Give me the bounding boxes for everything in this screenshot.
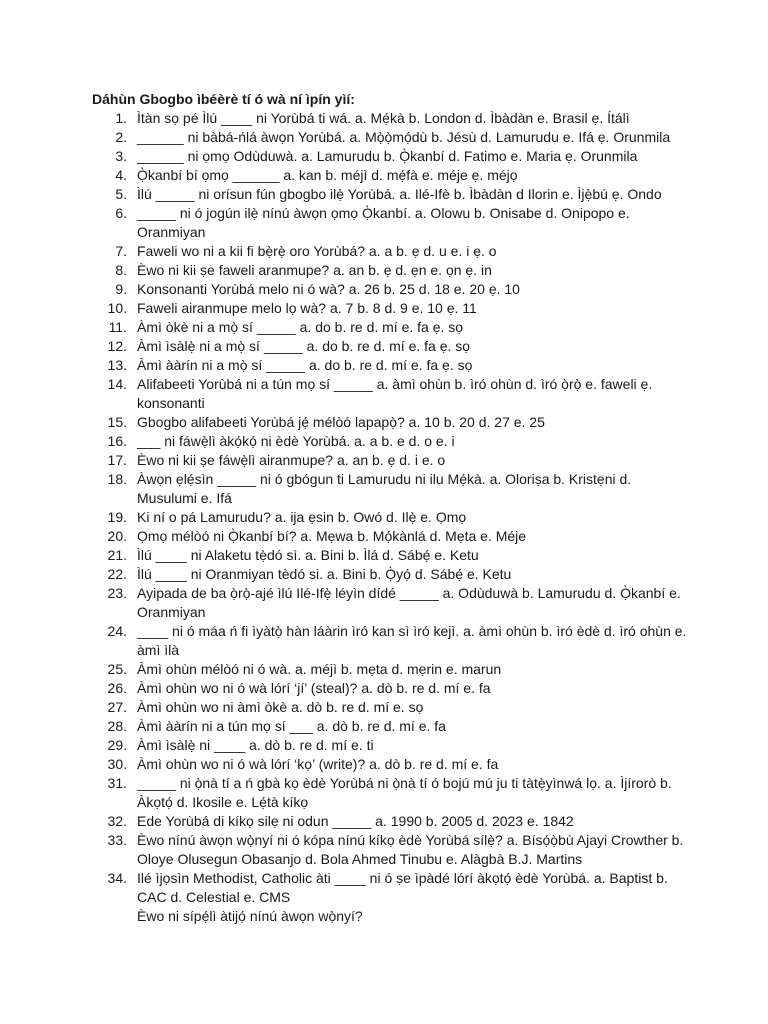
question-item bbox=[92, 546, 692, 565]
question-text: Ìlú ____ ni Alaketu tẹ̀dó sì. a. Bini b. Ìlá d. Sábẹ́ e. Ketu bbox=[137, 547, 479, 563]
question-item bbox=[92, 698, 692, 717]
question-item bbox=[92, 774, 692, 812]
question-text: ____ ni ó máa ń fi ìyàtọ̀ hàn láàrin ìró kan sì ìró kejì. a. àmì ohùn b. ìró èdè d. ìró ohùn e. àmì ìlà bbox=[137, 623, 687, 658]
question-number: 33. bbox=[107, 832, 127, 848]
question-number: 31. bbox=[107, 775, 127, 791]
question-number: 4. bbox=[115, 167, 127, 183]
question-text: _____ ni ó jogún ilẹ̀ nínú àwọn ọmọ Ọ̀kanbí. a. Olowu b. Onisabe d. Onipopo e. Oranmiyan bbox=[137, 205, 630, 240]
question-number: 12. bbox=[107, 338, 127, 354]
question-text: ______ ni ọmọ Odùduwà. a. Lamurudu b. Ọ̀kanbí d. Fatimo e. Maria ẹ. Orunmila bbox=[137, 148, 638, 164]
question-item bbox=[92, 432, 692, 451]
question-item bbox=[92, 831, 692, 869]
question-item bbox=[92, 166, 692, 185]
question-number: 13. bbox=[107, 357, 127, 373]
question-number: 15. bbox=[107, 414, 127, 430]
question-item bbox=[92, 242, 692, 261]
question-number: 21. bbox=[107, 547, 127, 563]
question-text: Alifabeeti Yorùbá ni a tún mọ sí _____ a. àmì ohùn b. ìró ohùn d. ìró ọ̀rọ̀ e. faweli ẹ. konsonanti bbox=[137, 376, 653, 411]
question-item bbox=[92, 736, 692, 755]
question-number: 34. bbox=[107, 870, 127, 886]
question-number: 17. bbox=[107, 452, 127, 468]
question-number: 14. bbox=[107, 376, 127, 392]
question-number: 30. bbox=[107, 756, 127, 772]
question-text: Ki ní o pá Lamurudu? a. ija ẹsin b. Owó d. Ilẹ̀ e. Ọmọ bbox=[137, 509, 467, 525]
question-item bbox=[92, 812, 692, 831]
question-number: 11. bbox=[108, 319, 127, 335]
question-item bbox=[92, 508, 692, 527]
question-text: Àmì ìsàlẹ̀ ni ____ a. dò b. re d. mí e. ti bbox=[137, 737, 374, 753]
question-text: Konsonanti Yorùbá melo ni ó wà? a. 26 b. 25 d. 18 e. 20 ẹ. 10 bbox=[137, 281, 520, 297]
question-text: Ìtàn sọ pé Ìlú ____ ni Yorùbá ti wá. a. Mẹ́kà b. London d. Ìbàdàn e. Brasil ẹ. Ítálì bbox=[137, 110, 630, 126]
question-number: 7. bbox=[115, 243, 127, 259]
question-item bbox=[92, 679, 692, 698]
question-number: 27. bbox=[107, 699, 127, 715]
question-text: Faweli wo ni a kii fi bẹ̀rẹ̀ oro Yorùbá? a. a b. ẹ d. u e. i ẹ. o bbox=[137, 243, 497, 259]
question-text: Àwọn ẹlẹ́sìn _____ ni ó gbógun ti Lamurudu ni ilu Mẹ́kà. a. Oloriṣa b. Kristẹni d. Musulumi e. Ifá bbox=[137, 471, 632, 506]
question-item bbox=[92, 755, 692, 774]
question-number: 1. bbox=[115, 110, 127, 126]
question-text: Gbogbo alifabeeti Yorùbá jẹ́ mélòó lapapọ̀? a. 10 b. 20 d. 27 e. 25 bbox=[137, 414, 545, 430]
question-item bbox=[92, 375, 692, 413]
question-item bbox=[92, 717, 692, 736]
question-item bbox=[92, 299, 692, 318]
question-item bbox=[92, 261, 692, 280]
question-item bbox=[92, 337, 692, 356]
question-number: 2. bbox=[115, 129, 127, 145]
question-item bbox=[92, 109, 692, 128]
question-item bbox=[92, 204, 692, 242]
question-item bbox=[92, 527, 692, 546]
instructions-heading: Dáhùn Gbogbo ìbéèrè tí ó wà ní ìpín yìí: bbox=[92, 91, 355, 107]
question-item bbox=[92, 660, 692, 679]
question-text: ______ ni bàbá-ńlá àwọn Yorùbá. a. Mọ̀ọ̀mọ́dù b. Jésù d. Lamurudu e. Ifá ẹ. Orunmila bbox=[137, 129, 671, 145]
question-number: 23. bbox=[107, 585, 127, 601]
question-text: Ọ̀kanbí bí ọmọ ______ a. kan b. méjì d. mẹ́fà e. méje ẹ. méjọ bbox=[137, 167, 518, 183]
question-number: 25. bbox=[107, 661, 127, 677]
question-text: Àmì ìsàlẹ̀ ni a mọ̀ sí _____ a. do b. re d. mí e. fa ẹ. sọ bbox=[137, 338, 471, 354]
question-item bbox=[92, 147, 692, 166]
question-text: Ìlú _____ ni orísun fún gbogbo ilẹ̀ Yorùbá. a. Ilé-Ifè b. Ìbàdàn d Ilorin e. Ìjẹ̀bú ẹ. Ondo bbox=[137, 186, 662, 202]
question-item bbox=[92, 584, 692, 622]
question-number: 8. bbox=[115, 262, 127, 278]
question-text: Ayipada de ba ọ̀rọ̀-ajé ìlú Ilé-Ifẹ̀ léyìn dídé _____ a. Odùduwà b. Lamurudu d. Ọ̀kanbí e. Oranmiyan bbox=[137, 585, 681, 620]
question-text: Àmì ohùn wo ni àmì òkè a. dò b. re d. mí e. sọ bbox=[137, 699, 424, 715]
question-number: 24. bbox=[107, 623, 127, 639]
question-item bbox=[92, 318, 692, 337]
question-text: Èwo ni kii ṣe faweli aranmupe? a. an b. ẹ d. ẹn e. ọn ẹ. in bbox=[137, 262, 492, 278]
question-list bbox=[92, 109, 692, 907]
question-text: Àmì ohùn wo ni ó wà lórí ‘kọ’ (write)? a. dò b. re d. mí e. fa bbox=[137, 756, 499, 772]
question-number: 10. bbox=[107, 300, 127, 316]
question-number: 3. bbox=[115, 148, 127, 164]
question-number: 16. bbox=[107, 433, 127, 449]
question-number: 5. bbox=[115, 186, 127, 202]
question-number: 22. bbox=[107, 566, 127, 582]
question-item bbox=[92, 356, 692, 375]
document-page bbox=[92, 89, 692, 926]
question-text: Ọmọ mélòó ni Ọ̀kanbí bí? a. Mẹwa b. Mọ́kànlá d. Mẹta e. Méje bbox=[137, 528, 527, 544]
question-text: Ìlú ____ ni Oranmiyan tèdó si. a. Bini b. Ọ̀yọ́ d. Sábẹ́ e. Ketu bbox=[137, 566, 512, 582]
question-text: Àmì òkè ni a mọ̀ sí _____ a. do b. re d. mí e. fa ẹ. sọ bbox=[137, 319, 464, 335]
question-item bbox=[92, 622, 692, 660]
question-number: 18. bbox=[107, 471, 127, 487]
question-text: Ilé ìjọsìn Methodist, Catholic àti ____ ni ó ṣe ìpàdé lórí àkọtọ́ èdè Yorùbá. a. Baptist b. CAC d. Celestial e. CMS bbox=[137, 870, 668, 905]
question-number: 29. bbox=[107, 737, 127, 753]
question-item bbox=[92, 470, 692, 508]
question-item bbox=[92, 413, 692, 432]
question-item bbox=[92, 451, 692, 470]
question-number: 20. bbox=[107, 528, 127, 544]
trailing-question: Èwo ni sípẹ́lì àtijọ́ nínú àwọn wọ̀nyí? bbox=[137, 908, 363, 924]
question-text: Faweli airanmupe melo lọ wà? a. 7 b. 8 d. 9 e. 10 ẹ. 11 bbox=[137, 300, 477, 316]
question-item bbox=[92, 185, 692, 204]
question-item bbox=[92, 128, 692, 147]
question-item bbox=[92, 869, 692, 907]
question-number: 28. bbox=[107, 718, 127, 734]
question-text: Àmì ohùn wo ni ó wà lórí ‘jí’ (steal)? a. dò b. re d. mí e. fa bbox=[137, 680, 491, 696]
question-text: Àmì ohùn mélòó ni ó wà. a. méjì b. mẹta d. mẹrin e. marun bbox=[137, 661, 502, 677]
question-number: 32. bbox=[107, 813, 127, 829]
question-number: 6. bbox=[115, 205, 127, 221]
question-item bbox=[92, 280, 692, 299]
question-text: Èwo ni kii ṣe fáwẹ̀lì airanmupe? a. an b. ẹ d. i e. o bbox=[137, 452, 446, 468]
question-text: Àmì ààrín ni a tún mọ sí ___ a. dò b. re d. mí e. fa bbox=[137, 718, 446, 734]
question-number: 9. bbox=[115, 281, 127, 297]
question-text: _____ ni ọ̀nà tí a ń gbà kọ èdè Yorùbá ni ọ̀nà tí ó bojú mú ju ti tàtẹ̀yìnwá lọ. a. Ìjírorò b. Àkọtọ́ d. Ikosile e. Lẹ́tà kíkọ bbox=[137, 775, 672, 810]
question-text: Èwo nínú àwọn wọ̀nyí ni ó kópa nínú kíkọ èdè Yorùbá sílẹ̀? a. Bísọ́ọ̀bù Ajayi Crowther b. Oloye Olusegun Obasanjo d. Bola Ahmed Tinubu e. Alàgbà B.J. Martins bbox=[137, 832, 684, 867]
question-item bbox=[92, 565, 692, 584]
question-number: 19. bbox=[107, 509, 127, 525]
question-number: 26. bbox=[107, 680, 127, 696]
question-text: Ede Yorùbá di kíkọ silẹ ni odun _____ a. 1990 b. 2005 d. 2023 e. 1842 bbox=[137, 813, 574, 829]
question-text: ___ ni fáwẹ̀lì àkọ́kọ́ ni èdè Yorùbá. a. a b. e d. o e. i bbox=[137, 433, 455, 449]
question-text: Àmì ààrín ni a mọ̀ sí _____ a. do b. re d. mí e. fa ẹ. sọ bbox=[137, 357, 473, 373]
